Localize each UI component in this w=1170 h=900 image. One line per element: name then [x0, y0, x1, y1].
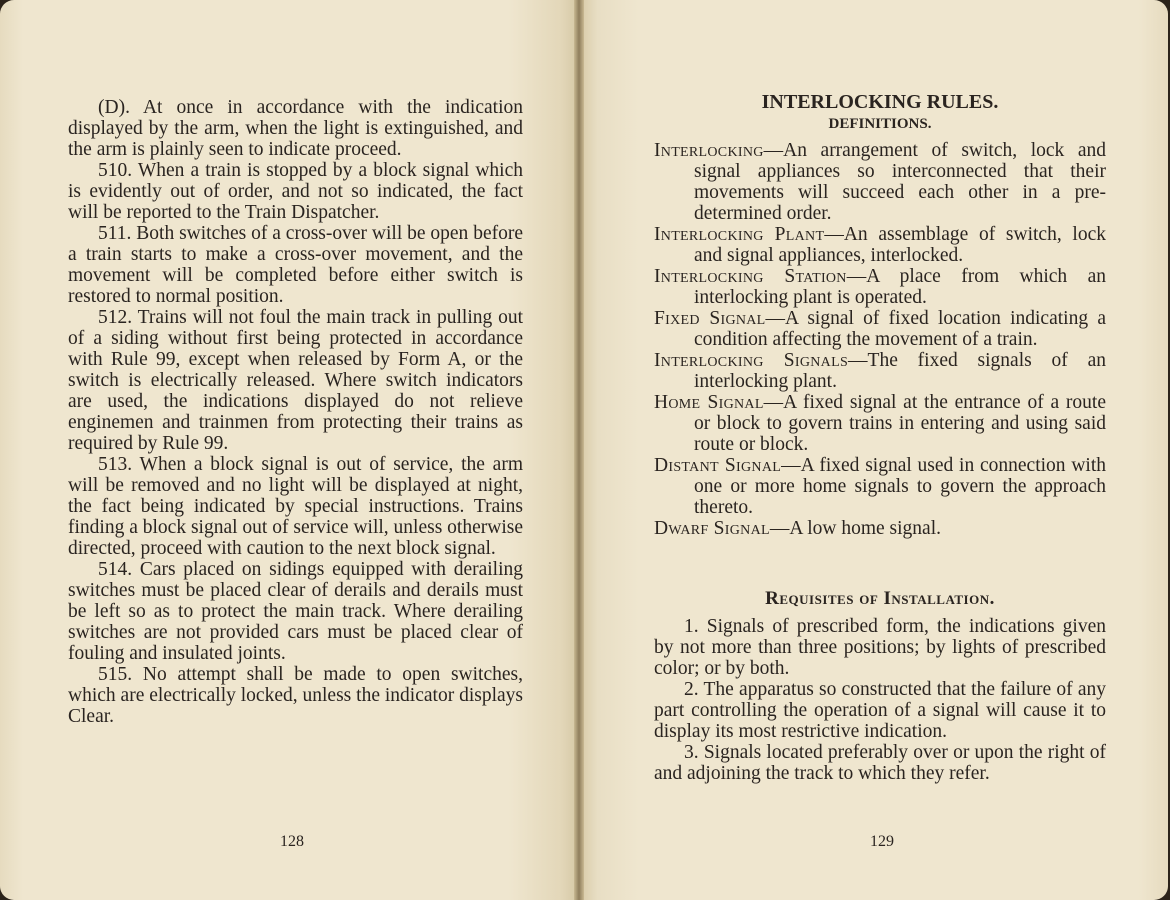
- definition-text: —A signal of fixed location indicating a condition affecting the movement of a train.: [694, 308, 1106, 350]
- definition-term: Interlocking Signals: [654, 350, 849, 371]
- definition-term: Home Signal: [654, 392, 764, 413]
- requisite-3: 3. Signals located preferably over or upon the right of and adjoining the track to which they refer.: [654, 742, 1106, 784]
- definition-text: —An arrangement of switch, lock and signal appliances so interconnected that their movements will succeed each other in a pre-determined order.: [694, 140, 1106, 224]
- definition-term: Interlocking: [654, 140, 764, 161]
- rule-514: 514. Cars placed on sidings equipped with derailing switches must be placed clear of derails and derails must be left so as to protect the main track. Where derailing switches are not provided cars must be placed clear of fouling and insulated joints.: [68, 559, 523, 664]
- rule-512: 512. Trains will not foul the main track in pulling out of a siding without first being protected in accordance with Rule 99, except when released by Form A, or the switch is electrically released. Where switch indicators are used, the indications displayed do not relieve enginemen and trainmen from protecting their trains as required by Rule 99.: [68, 307, 523, 454]
- definition-item: [654, 266, 1106, 308]
- definition-term: Interlocking Plant: [654, 224, 825, 245]
- requisites-list: [654, 616, 1106, 784]
- definition-item: [654, 350, 1106, 392]
- definition-text: —A low home signal.: [769, 518, 942, 539]
- definition-text: —An assemblage of switch, lock and signal appliances, interlocked.: [694, 224, 1106, 266]
- page-number-right: 129: [870, 833, 894, 850]
- section-heading: Requisites of Installation.: [765, 588, 995, 609]
- definition-text: —The fixed signals of an interlocking plant.: [694, 350, 1106, 392]
- definition-text: —A fixed signal at the entrance of a route or block to govern trains in entering and using said route or block.: [694, 392, 1106, 455]
- page-number-left: 128: [280, 833, 304, 850]
- rule-paragraph-d: (D). At once in accordance with the indication displayed by the arm, when the light is extinguished, and the arm is plainly seen to indicate proceed.: [68, 97, 523, 160]
- definition-term: Distant Signal: [654, 455, 782, 476]
- definition-item: [654, 224, 1106, 266]
- definition-item: [654, 308, 1106, 350]
- rule-511: 511. Both switches of a cross-over will be open before a train starts to make a cross-over movement, and the movement will be completed before either switch is restored to normal position.: [68, 223, 523, 307]
- definition-item: [654, 140, 1106, 224]
- page-subtitle: DEFINITIONS.: [828, 116, 932, 132]
- definition-item: [654, 518, 1106, 539]
- definition-item: [654, 392, 1106, 455]
- left-page-text: [68, 97, 523, 727]
- page-title: INTERLOCKING RULES.: [761, 91, 999, 113]
- rule-510: 510. When a train is stopped by a block signal which is evidently out of order, and not so indicated, the fact will be reported to the Train Dispatcher.: [68, 160, 523, 223]
- definition-term: Interlocking Station: [654, 266, 847, 287]
- definition-term: Fixed Signal: [654, 308, 766, 329]
- definition-text: —A place from which an interlocking plant is operated.: [694, 266, 1107, 308]
- book-gutter: [574, 0, 584, 900]
- requisite-2: 2. The apparatus so constructed that the failure of any part controlling the operation of a signal will cause it to display its most restrictive indication.: [654, 679, 1106, 742]
- rule-515: 515. No attempt shall be made to open switches, which are electrically locked, unless the indicator displays Clear.: [68, 664, 523, 727]
- definition-text: —A fixed signal used in connection with one or more home signals to govern the approach thereto.: [694, 455, 1106, 518]
- definitions-list: [654, 140, 1106, 539]
- rule-513: 513. When a block signal is out of service, the arm will be removed and no light will be displayed at night, the fact being indicated by special instructions. Trains finding a block signal out of service will, unless otherwise directed, proceed with caution to the next block signal.: [68, 454, 523, 559]
- definition-item: [654, 455, 1106, 518]
- requisite-1: 1. Signals of prescribed form, the indications given by not more than three positions; by lights of prescribed color; or by both.: [654, 616, 1106, 679]
- definition-term: Dwarf Signal: [654, 518, 770, 539]
